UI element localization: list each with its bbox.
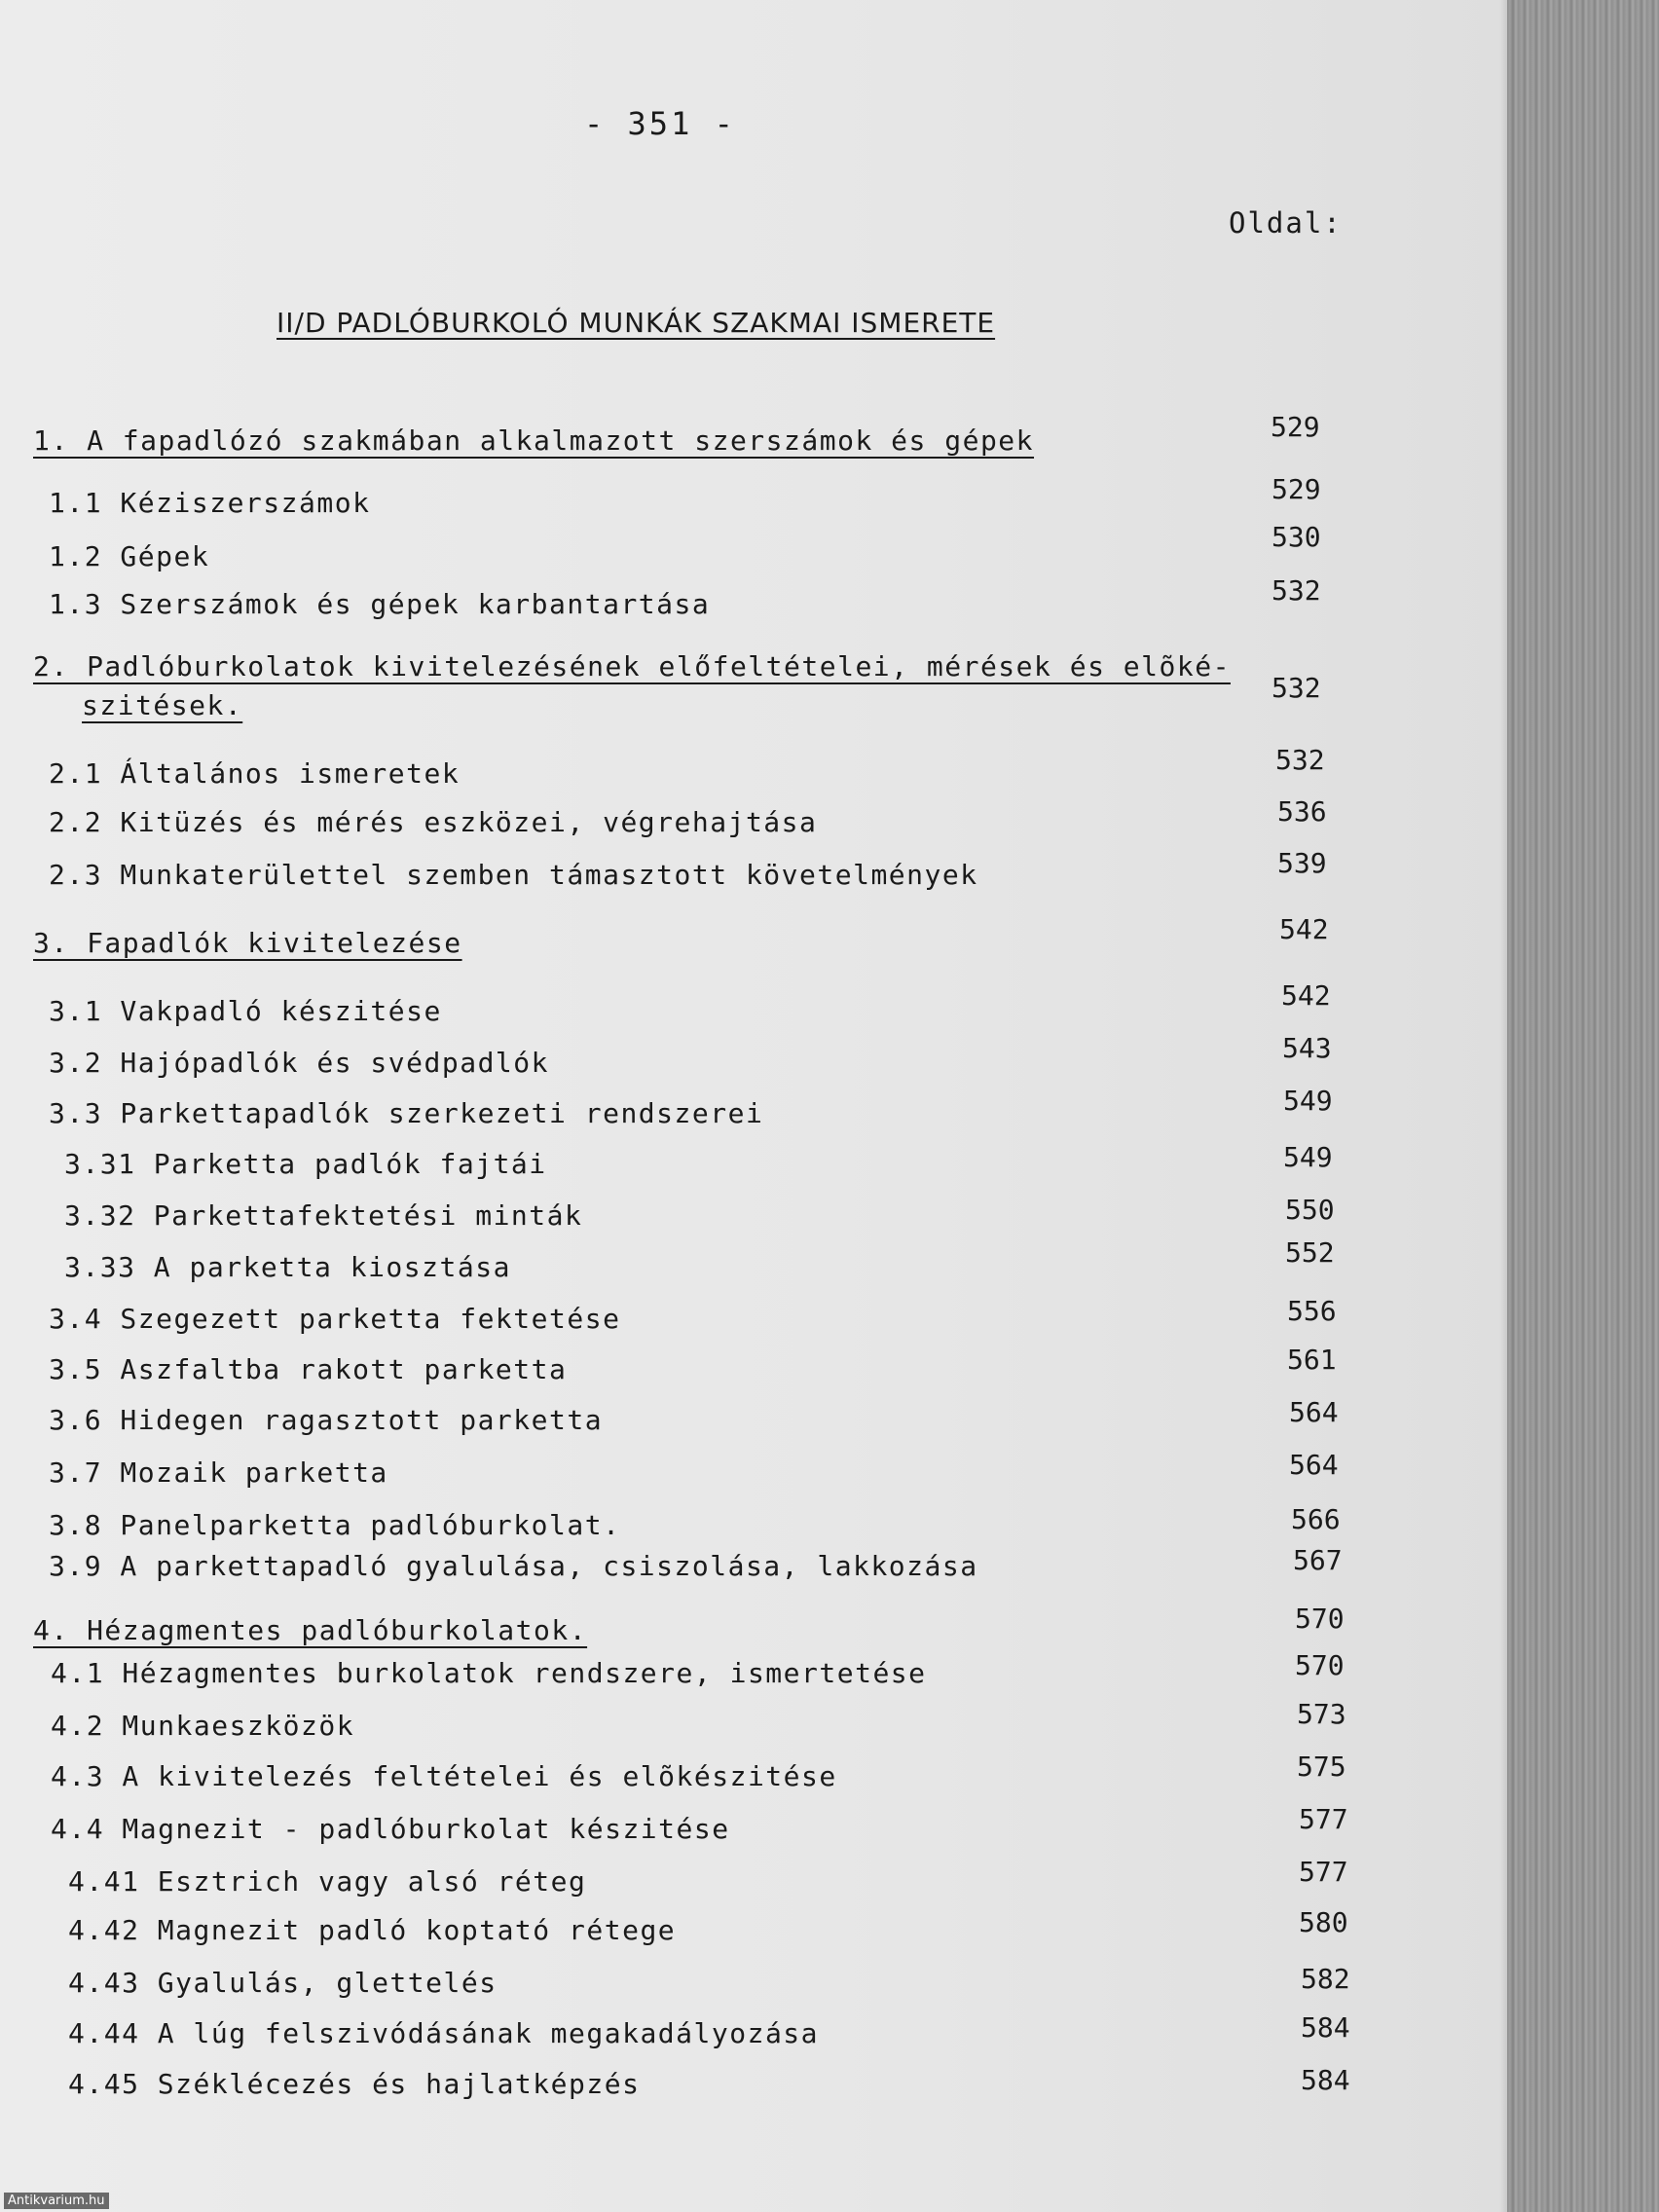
toc-entry: 3.2 Hajópadlók és svédpadlók	[49, 1047, 550, 1079]
toc-page-number: 573	[1297, 1698, 1346, 1730]
toc-page-number: 570	[1295, 1603, 1345, 1635]
toc-entry: 4.4 Magnezit - padlóburkolat készitése	[51, 1813, 730, 1845]
toc-entry-chapter: 2. Padlóburkolatok kivitelezésének előfeltételei, mérések és elõké-	[33, 650, 1231, 682]
page-number: - 351 -	[584, 105, 736, 142]
toc-entry: 4.43 Gyalulás, glettelés	[68, 1967, 498, 1999]
toc-entry: 4.3 A kivitelezés feltételei és elõkészitése	[51, 1760, 837, 1792]
toc-page-number: 552	[1285, 1236, 1335, 1269]
toc-entry-chapter: 4. Hézagmentes padlóburkolatok.	[33, 1614, 588, 1646]
toc-entry: 4.44 A lúg felszivódásának megakadályozása	[68, 2017, 820, 2049]
toc-page-number: 567	[1293, 1544, 1343, 1576]
toc-page-number: 564	[1289, 1449, 1339, 1481]
toc-entry: 3.7 Mozaik parketta	[49, 1456, 388, 1489]
toc-page-number: 577	[1299, 1856, 1348, 1888]
toc-page-number: 575	[1297, 1751, 1346, 1783]
toc-page-number: 529	[1271, 411, 1320, 443]
toc-entry: 1.3 Szerszámok és gépek karbantartása	[49, 588, 711, 620]
toc-page-number: 582	[1301, 1963, 1350, 1995]
toc-page-number: 580	[1299, 1906, 1348, 1938]
toc-entry: 4.1 Hézagmentes burkolatok rendszere, ismertetése	[51, 1657, 927, 1689]
toc-entry: 4.41 Esztrich vagy alsó réteg	[68, 1865, 587, 1898]
toc-entry: 4.45 Széklécezés és hajlatképzés	[68, 2068, 641, 2100]
toc-entry: 3.5 Aszfaltba rakott parketta	[49, 1353, 568, 1385]
toc-entry: 2.2 Kitüzés és mérés eszközei, végrehajtása	[49, 806, 818, 838]
toc-entry: 3.32 Parkettafektetési minták	[64, 1199, 583, 1232]
page-column-header: Oldal:	[1229, 206, 1343, 240]
toc-page-number: 532	[1275, 744, 1325, 776]
toc-entry-chapter: 3. Fapadlók kivitelezése	[33, 927, 462, 959]
toc-page-number: 530	[1272, 521, 1321, 553]
toc-page-number: 536	[1277, 795, 1327, 828]
toc-page-number: 561	[1287, 1344, 1337, 1376]
toc-entry-chapter-continued: szitések.	[82, 689, 243, 721]
toc-page-number: 556	[1287, 1295, 1337, 1327]
toc-page-number: 542	[1279, 913, 1329, 945]
toc-entry: 4.2 Munkaeszközök	[51, 1710, 355, 1742]
watermark-label: Antikvarium.hu	[4, 2193, 109, 2209]
toc-page-number: 539	[1277, 847, 1327, 879]
toc-entry: 3.9 A parkettapadló gyalulása, csiszolása, lakkozása	[49, 1550, 978, 1582]
toc-page-number: 584	[1301, 2064, 1350, 2096]
toc-page-number: 564	[1289, 1396, 1339, 1428]
toc-page-number: 529	[1272, 473, 1321, 505]
toc-entry: 3.8 Panelparketta padlóburkolat.	[49, 1509, 621, 1541]
toc-entry: 4.42 Magnezit padló koptató rétege	[68, 1914, 677, 1946]
toc-page-number: 532	[1272, 574, 1321, 607]
toc-entry-chapter: 1. A fapadlózó szakmában alkalmazott szerszámok és gépek	[33, 424, 1035, 457]
toc-entry: 3.1 Vakpadló készitése	[49, 995, 442, 1027]
toc-entry: 3.6 Hidegen ragasztott parketta	[49, 1404, 604, 1436]
stacked-page-edges	[1507, 0, 1659, 2212]
toc-entry: 1.2 Gépek	[49, 540, 210, 572]
toc-page-number: 570	[1295, 1649, 1345, 1681]
toc-entry: 3.31 Parketta padlók fajtái	[64, 1148, 547, 1180]
toc-entry: 3.3 Parkettapadlók szerkezeti rendszerei	[49, 1097, 764, 1129]
toc-page-number: 550	[1285, 1194, 1335, 1226]
toc-page-number: 543	[1282, 1032, 1332, 1064]
toc-entry: 2.1 Általános ismeretek	[49, 757, 461, 790]
toc-page-number: 549	[1283, 1141, 1333, 1173]
toc-entry: 3.4 Szegezett parketta fektetése	[49, 1303, 621, 1335]
toc-entry: 2.3 Munkaterülettel szemben támasztott követelmények	[49, 859, 978, 891]
toc-page-number: 584	[1301, 2011, 1350, 2044]
toc-entry: 3.33 A parketta kiosztása	[64, 1251, 511, 1283]
toc-page-number: 549	[1283, 1085, 1333, 1117]
toc-page-number: 542	[1281, 979, 1331, 1012]
toc-page-number: 532	[1272, 672, 1321, 704]
toc-page-number: 566	[1291, 1503, 1341, 1535]
toc-entry: 1.1 Kéziszerszámok	[49, 487, 371, 519]
toc-page-number: 577	[1299, 1803, 1348, 1835]
section-title: II/D PADLÓBURKOLÓ MUNKÁK SZAKMAI ISMERETE	[276, 307, 996, 339]
